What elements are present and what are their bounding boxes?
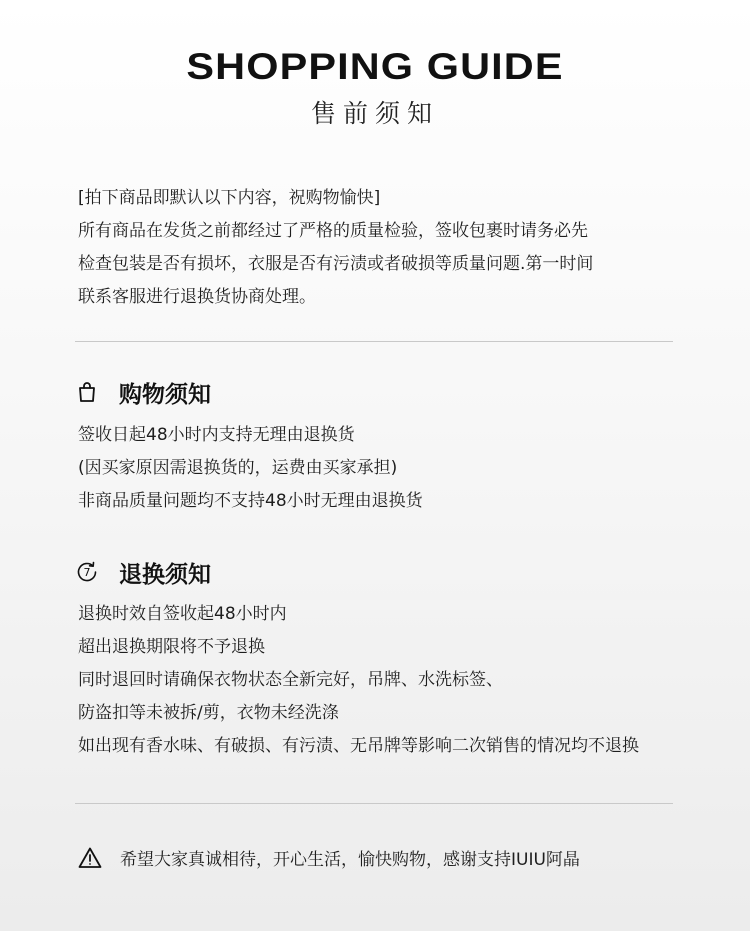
returns-section-title: 退换须知: [119, 561, 211, 588]
purchase-line: 非商品质量问题均不支持48小时无理由退换货: [78, 491, 423, 511]
closing-text: 希望大家真诚相待，开心生活，愉快购物，感谢支持IUIU阿晶: [120, 850, 580, 870]
intro-block: [78, 182, 678, 314]
intro-line: 所有商品在发货之前都经过了严格的质量检验，签收包裹时请务必先: [78, 221, 588, 241]
purchase-line: (因买家原因需退换货的，运费由买家承担): [78, 458, 398, 478]
seven-day-return-icon: [75, 560, 99, 584]
purchase-line: 签收日起48小时内支持无理由退换货: [78, 425, 355, 445]
intro-line: [拍下商品即默认以下内容，祝购物愉快]: [78, 188, 381, 208]
returns-section-body: [78, 598, 718, 763]
purchase-section-body: [78, 419, 718, 518]
returns-line: 如出现有香水味、有破损、有污渍、无吊牌等影响二次销售的情况均不退换: [78, 736, 639, 756]
returns-line: 同时退回时请确保衣物状态全新完好，吊牌、水洗标签、: [78, 670, 503, 690]
returns-line: 退换时效自签收起48小时内: [78, 604, 287, 624]
page-subtitle: 售前须知: [310, 99, 439, 128]
returns-line: 超出退换期限将不予退换: [78, 637, 265, 657]
warning-icon: [78, 846, 102, 870]
intro-line: 检查包装是否有损坏，衣服是否有污渍或者破损等质量问题.第一时间: [78, 254, 594, 274]
svg-text:7: 7: [83, 566, 91, 580]
divider: [75, 803, 673, 804]
intro-line: 联系客服进行退换货协商处理。: [78, 287, 316, 307]
purchase-section-title: 购物须知: [119, 381, 211, 408]
closing-note: [78, 845, 580, 870]
returns-section-header: [75, 556, 211, 588]
shopping-bag-icon: [75, 380, 99, 404]
purchase-section-header: [75, 376, 211, 408]
page-title: SHOPPING GUIDE: [186, 46, 564, 87]
returns-line: 防盗扣等未被拆/剪，衣物未经洗涤: [78, 703, 339, 723]
divider: [75, 341, 673, 342]
